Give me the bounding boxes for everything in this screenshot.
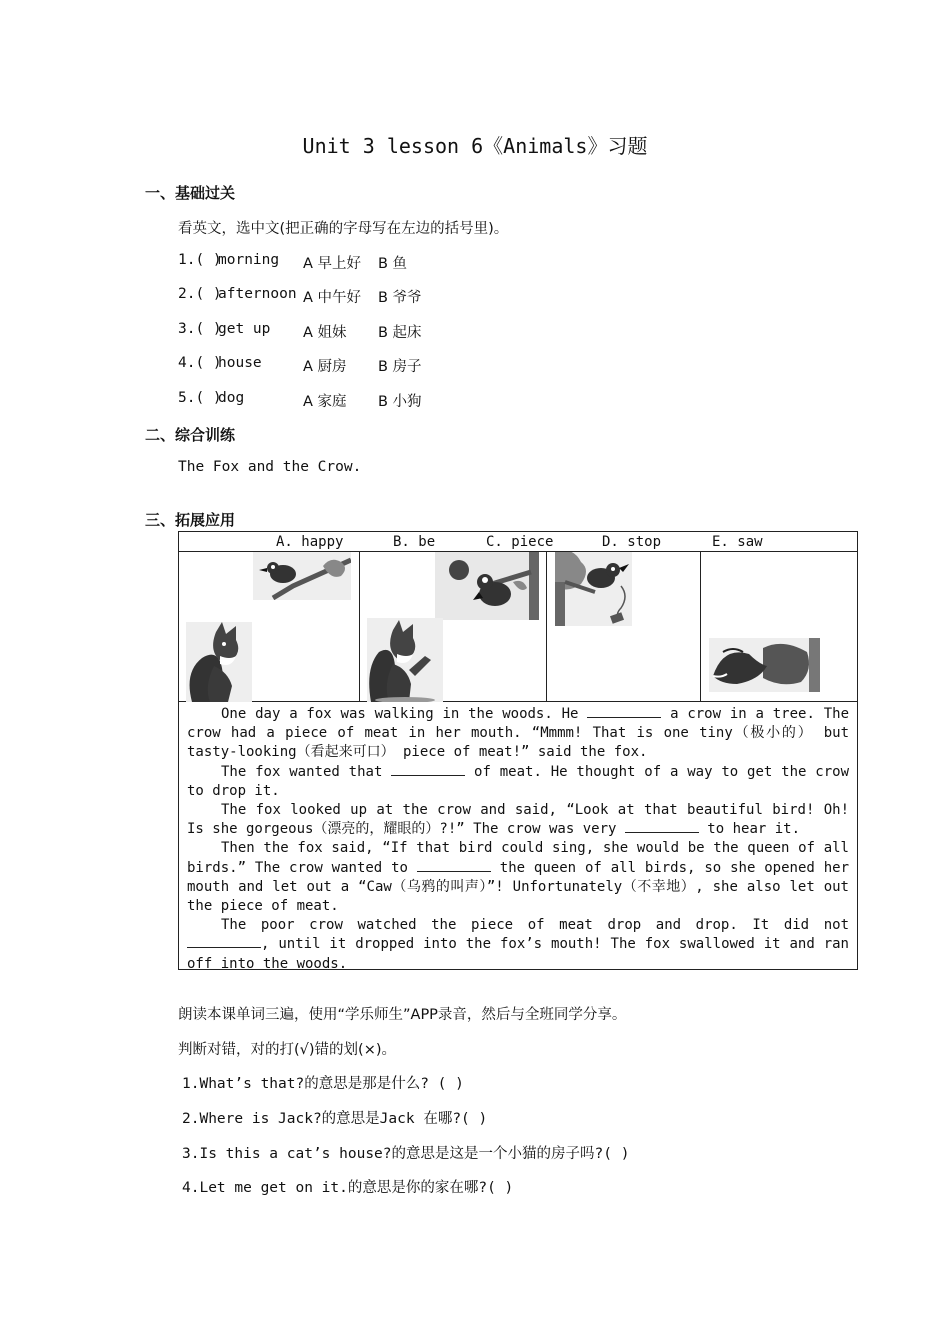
item-word: get up — [218, 321, 271, 337]
story-paragraph — [187, 705, 849, 763]
option-a: A 中午好 — [303, 290, 362, 306]
option-b: B 房子 — [378, 359, 422, 375]
word-option: B. be — [393, 534, 436, 550]
item-number: 2.( ) — [178, 286, 222, 302]
story-text: One day a fox was walking in the woods. He — [221, 706, 588, 722]
fox-illustration — [186, 622, 252, 702]
item-number: 3.( ) — [178, 321, 222, 337]
section-2-heading: 二、综合训练 — [145, 426, 236, 444]
story-text: The fox wanted that — [221, 763, 392, 780]
option-b: B 起床 — [378, 325, 422, 341]
judge-item: 4.Let me get on it.的意思是你的家在哪?( ) — [182, 1180, 514, 1196]
exercise-table — [178, 531, 858, 970]
story-text: Then the fox said, “If that bird could sing, she would be the queen of all birds.” The crow wanted to — [187, 840, 849, 876]
item-number: 1.( ) — [178, 252, 222, 268]
section-3-heading: 三、拓展应用 — [145, 511, 236, 529]
story-paragraph — [187, 839, 849, 916]
answer-blank[interactable] — [587, 705, 661, 718]
story-text: to hear it. — [698, 821, 801, 838]
story-title: The Fox and the Crow. — [178, 459, 362, 475]
story-text: The fox looked up at the crow and said, “Look at that beautiful bird! Oh! Is she gorgeous（漂亮的，耀眼的）?!” The crow was very — [187, 802, 849, 838]
option-b: B 鱼 — [378, 256, 408, 272]
judge-item: 1.What’s that?的意思是那是什么? ( ) — [182, 1076, 464, 1092]
option-a: A 早上好 — [303, 256, 362, 272]
answer-blank[interactable] — [391, 763, 465, 776]
cloze-story — [187, 705, 849, 974]
answer-blank[interactable] — [187, 935, 261, 948]
crow-singing-illustration — [555, 552, 632, 626]
word-option: C. piece — [486, 534, 554, 550]
item-word: dog — [218, 390, 245, 406]
answer-blank[interactable] — [417, 859, 491, 872]
option-a: A 姐妹 — [303, 325, 347, 341]
page-title: Unit 3 lesson 6《Animals》习题 — [302, 134, 648, 158]
item-number: 5.( ) — [178, 390, 222, 406]
item-word: afternoon — [218, 286, 297, 302]
story-text: the queen of all birds, so she opened her mouth and let out a “Caw（乌鸦的叫声）”! Unfortunately（不幸地）, she also let out the piece of meat. — [187, 859, 849, 915]
answer-blank[interactable] — [625, 820, 699, 833]
word-option: E. saw — [712, 534, 763, 550]
section-1-heading: 一、基础过关 — [145, 184, 236, 202]
story-paragraph — [187, 763, 849, 801]
fox-waving-illustration — [367, 618, 443, 702]
picture-cell — [179, 552, 359, 701]
story-text: , until it dropped into the fox’s mouth! The fox swallowed it and ran off into the woods. — [187, 936, 849, 972]
option-a: A 家庭 — [303, 394, 347, 410]
option-b: B 爷爷 — [378, 290, 422, 306]
story-text: of meat. He thought of a way to get the crow to drop it. — [187, 763, 850, 799]
picture-cell — [546, 552, 700, 701]
section-1-instruction: 看英文，选中文(把正确的字母写在左边的括号里)。 — [178, 221, 509, 237]
judge-instruction: 判断对错，对的打(√)错的划(×)。 — [178, 1042, 397, 1058]
judge-item: 2.Where is Jack?的意思是Jack 在哪?( ) — [182, 1111, 488, 1127]
story-text: The poor crow watched the piece of meat drop and drop. It did not — [221, 917, 849, 934]
read-aloud-instruction: 朗读本课单词三遍，使用“学乐师生”APP录音，然后与全班同学分享。 — [178, 1007, 627, 1023]
word-options-row — [179, 532, 857, 552]
story-text: a crow in a tree. The crow had a piece of meat in her mouth. “Mmmm! That is one tiny（极小的） but tasty-looking（看起来可口） piece of meat!” said the fox. — [187, 706, 849, 761]
picture-cell — [700, 552, 859, 701]
item-word: morning — [218, 252, 280, 268]
word-option: D. stop — [602, 534, 662, 550]
item-word: house — [218, 355, 262, 371]
option-b: B 小狗 — [378, 394, 422, 410]
item-number: 4.( ) — [178, 355, 222, 371]
word-option: A. happy — [276, 534, 344, 550]
story-paragraph — [187, 801, 849, 839]
story-paragraph — [187, 916, 849, 974]
crow-on-branch-illustration — [253, 552, 351, 600]
picture-cell — [359, 552, 546, 701]
crow-on-branch-illustration — [435, 552, 539, 620]
picture-row — [179, 552, 857, 702]
judge-item: 3.Is this a cat’s house?的意思是这是一个小猫的房子吗?( ) — [182, 1146, 630, 1162]
fox-running-illustration — [709, 638, 820, 692]
option-a: A 厨房 — [303, 359, 347, 375]
